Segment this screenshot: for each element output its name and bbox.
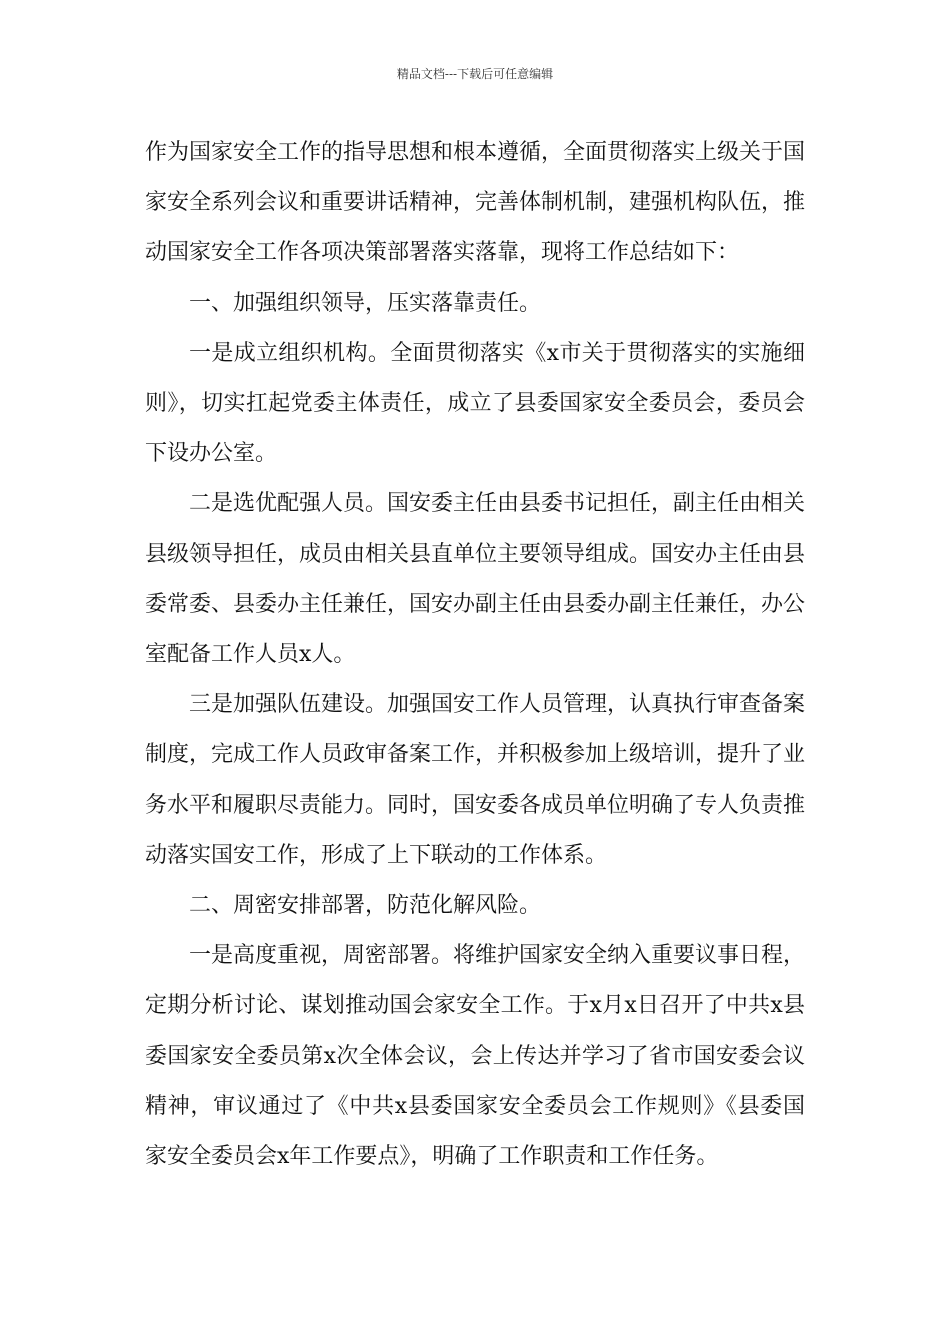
paragraph-1-3: 三是加强队伍建设。加强国安工作人员管理，认真执行审查备案制度，完成工作人员政审备案工作，并积极参加上级培训，提升了业务水平和履职尽责能力。同时，国安委各成员单位明确了专人负责推动落实国安工作，形成了上下联动的工作体系。: [145, 692, 806, 868]
paragraph-intro-continuation: 作为国家安全工作的指导思想和根本遵循，全面贯彻落实上级关于国家安全系列会议和重要讲话精神，完善体制机制，建强机构队伍，推动国家安全工作各项决策部署落实落靠，现将工作总结如下：: [145, 140, 806, 266]
page-header: 精品文档---下载后可任意编辑: [396, 67, 554, 81]
paragraph-1-2: 二是选优配强人员。国安委主任由县委书记担任，副主任由相关县级领导担任，成员由相关县直单位主要领导组成。国安办主任由县委常委、县委办主任兼任，国安办副主任由县委办副主任兼任，办公室配备工作人员x人。: [145, 491, 806, 668]
document-body: [145, 128, 805, 1182]
paragraph-1-1: 一是成立组织机构。全面贯彻落实《x市关于贯彻落实的实施细则》，切实扛起党委主体责任，成立了县委国家安全委员会，委员会下设办公室。: [145, 340, 805, 467]
section-heading-2: 二、周密安排部署，防范化解风险。: [189, 893, 542, 919]
paragraph-2-1: 一是高度重视，周密部署。将维护国家安全纳入重要议事日程，定期分析讨论、谋划推动国会家安全工作。于x月x日召开了中共x县委国家安全委员第x次全体会议，会上传达并学习了省市国安委会议精神，审议通过了《中共x县委国家安全委员会工作规则》《县委国家安全委员会x年工作要点》，明确了工作职责和工作任务。: [145, 943, 806, 1170]
section-heading-1: 一、加强组织领导，压实落靠责任。: [189, 290, 542, 316]
